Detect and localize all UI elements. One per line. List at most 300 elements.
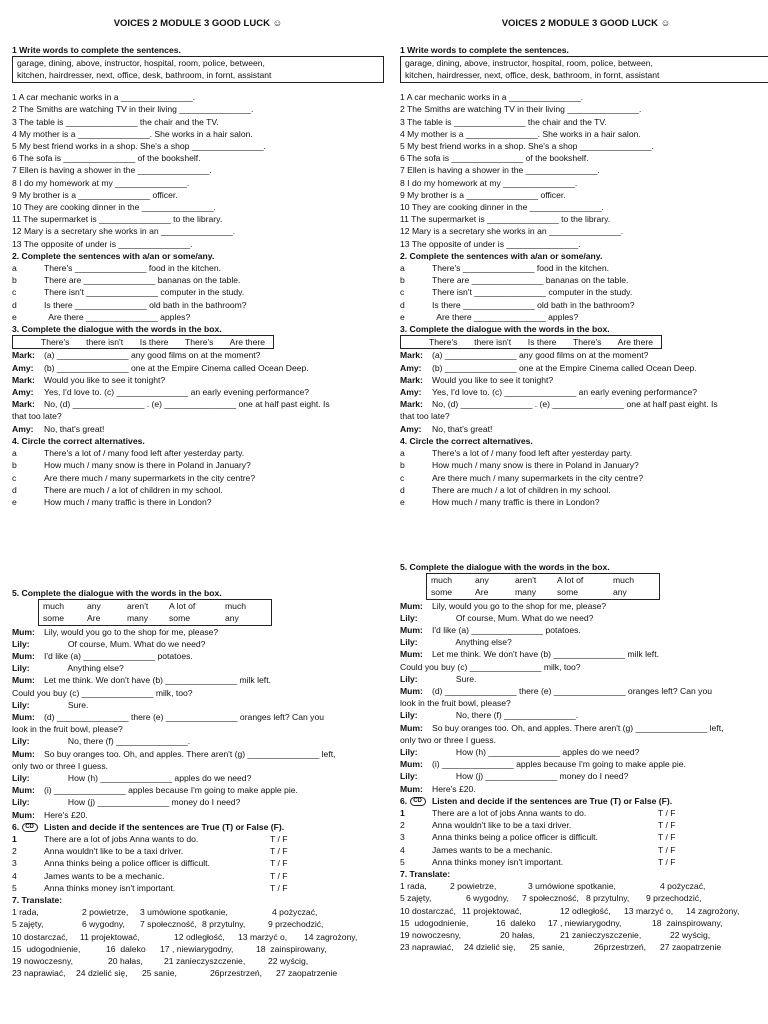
- line-text: (i) _______________ apples because I'm going to make apple pie.: [432, 759, 686, 770]
- page-title: VOICES 2 MODULE 3 GOOD LUCK ☺: [113, 18, 283, 29]
- line-text: No, that's great!: [432, 423, 493, 434]
- ex7-heading: 7. Translate:: [12, 895, 63, 906]
- ex2-item: [400, 311, 768, 323]
- item-key: b: [12, 275, 17, 286]
- ex4-item: [12, 447, 384, 459]
- line-text: Yes, I'd love to. (c) _______________ an early evening performance?: [432, 387, 698, 398]
- line-text: (d) _______________ there (e) _______________ oranges left? Can you: [432, 686, 712, 697]
- line-text: Let me think. We don't have (b) _______________ milk left.: [44, 675, 271, 686]
- item-text: There are a lot of jobs Anna wants to do.: [44, 834, 199, 845]
- true-false-choice: T / F: [270, 870, 288, 881]
- ex3-heading: 3. Complete the dialogue with the words in the box.: [400, 324, 610, 335]
- translate-word: 26przestrzeń,: [210, 968, 263, 979]
- translate-word: 2 powietrze,: [82, 907, 129, 918]
- ex6-item: [400, 856, 768, 868]
- speaker: Lily:: [400, 673, 418, 684]
- ex5-heading: 5. Complete the dialogue with the words in the box.: [12, 588, 222, 598]
- ex2-heading: 2. Complete the sentences with a/an or some/any.: [12, 250, 215, 261]
- ex1-item: 6 The sofa is _______________ of the bookshelf.: [12, 153, 201, 164]
- ex4-item: [400, 447, 768, 459]
- dialogue-line: [400, 685, 768, 697]
- ex1-item: 5 My best friend works in a shop. She's a shop _______________.: [400, 141, 654, 152]
- line-text: Lily, would you go to the shop for me, please?: [44, 626, 219, 637]
- ex6-heading: Listen and decide if the sentences are True (T) or False (F).: [431, 795, 673, 806]
- line-text: How (j) _______________ money do I need?: [44, 797, 241, 808]
- dialogue-line: [400, 648, 768, 660]
- dialogue-line: [12, 398, 384, 410]
- speaker: Mark:: [400, 399, 423, 410]
- box-word: A lot of: [557, 575, 584, 586]
- translate-row: [400, 880, 768, 892]
- translate-row: [12, 943, 384, 955]
- item-key: 2: [400, 820, 405, 831]
- item-text: There are a lot of jobs Anna wants to do.: [432, 808, 587, 819]
- line-text: (b) _______________ one at the Empire Cinema called Ocean Deep.: [432, 362, 697, 373]
- dialogue-line: [12, 711, 384, 723]
- item-text: There isn't _______________ computer in the study.: [44, 287, 245, 298]
- translate-word: 17 , niewiarygodny,: [160, 943, 234, 954]
- dialogue-line: [400, 374, 768, 386]
- dialogue-line: [400, 758, 768, 770]
- item-key: 4: [12, 870, 17, 881]
- line-text: No, there (f) _______________.: [432, 710, 579, 721]
- line-text: Anything else?: [44, 663, 124, 674]
- item-key: 1: [12, 834, 17, 845]
- ex1-heading: 1 Write words to complete the sentences.: [400, 45, 569, 55]
- translate-row: [400, 917, 768, 929]
- translate-word: 11 projektować,: [80, 931, 140, 942]
- translate-word: 9 przechodzić,: [268, 919, 324, 930]
- true-false-choice: T / F: [270, 846, 288, 857]
- word-box-line: kitchen, hairdresser, next, office, desk, bathroom, in fornt, assistant: [17, 69, 272, 80]
- cd-label: CD: [413, 798, 422, 805]
- speaker: Mark:: [12, 399, 35, 410]
- ex6-heading-row: [400, 795, 768, 807]
- translate-word: 22 wyścig,: [268, 956, 309, 967]
- item-text: There's a lot of / many food left after yesterday party.: [44, 448, 245, 459]
- speaker: Lily:: [400, 612, 418, 623]
- line-text: Sure.: [432, 673, 477, 684]
- item-text: Anna thinks money isn't important.: [432, 856, 564, 867]
- translate-word: 15 udogodnienie,: [12, 943, 81, 954]
- line-text: Here's £20.: [44, 809, 88, 820]
- ex7-heading: 7. Translate:: [400, 869, 451, 880]
- line-text: (b) _______________ one at the Empire Cinema called Ocean Deep.: [44, 362, 309, 373]
- cd-icon: [410, 797, 426, 806]
- line-text: Sure.: [44, 699, 89, 710]
- ex2-item: [12, 299, 384, 311]
- line-text: (a) _______________ any good films on at the moment?: [432, 350, 649, 361]
- item-key: b: [400, 275, 405, 286]
- item-text: James wants to be a mechanic.: [44, 870, 165, 881]
- box-word: A lot of: [169, 601, 196, 612]
- translate-row: [12, 931, 384, 943]
- dialogue-line: [400, 746, 768, 758]
- ex6-item: [400, 831, 768, 843]
- dialogue-line: [12, 809, 384, 821]
- dialogue-line: [400, 709, 768, 721]
- ex1-item: 3 The table is _______________ the chair and the TV.: [12, 116, 219, 127]
- item-text: There are much / a lot of children in my school.: [44, 484, 223, 495]
- box-word: any: [87, 601, 101, 612]
- speaker: Lily:: [400, 747, 418, 758]
- speaker: Mum:: [12, 712, 35, 723]
- ex1-item: 8 I do my homework at my _______________.: [400, 177, 578, 188]
- translate-word: 1 rada,: [400, 881, 427, 892]
- translate-word: 24 dzielić się,: [464, 942, 516, 953]
- line-text: No, that's great!: [44, 423, 105, 434]
- box-word: much: [431, 575, 453, 586]
- ex5-word-box: [426, 573, 660, 599]
- translate-word: 6 wygodny,: [82, 919, 125, 930]
- dialogue-line: [12, 674, 384, 686]
- right-worksheet: [400, 0, 768, 953]
- item-key: e: [400, 311, 405, 322]
- item-key: d: [400, 484, 405, 495]
- line-text: So buy oranges too. Oh, and apples. There aren't (g) _______________ left,: [432, 722, 724, 733]
- word-box-line: garage, dining, above, instructor, hospital, room, police, between,: [405, 58, 653, 69]
- translate-word: 27 zaopatrzenie: [660, 942, 722, 953]
- ex1-item: 7 Ellen is having a shower in the _______________.: [12, 165, 212, 176]
- dialogue-line: [12, 626, 384, 638]
- ex1-item: 13 The opposite of under is _______________.: [400, 238, 581, 249]
- box-word: many: [515, 587, 537, 598]
- line-text: Yes, I'd love to. (c) _______________ an early evening performance?: [44, 387, 310, 398]
- speaker: Lily:: [12, 773, 30, 784]
- ex4-item: [400, 472, 768, 484]
- item-key: e: [400, 496, 405, 507]
- dialogue-line: [12, 362, 384, 374]
- translate-row: [400, 892, 768, 904]
- speaker: Mum:: [400, 600, 423, 611]
- item-text: James wants to be a mechanic.: [432, 844, 553, 855]
- translate-row: [12, 967, 384, 979]
- box-word: much: [43, 601, 65, 612]
- true-false-choice: T / F: [658, 832, 676, 843]
- ex6-item: [400, 844, 768, 856]
- right-lower-section: [400, 561, 768, 954]
- cd-label: CD: [25, 824, 34, 831]
- dialogue-line: [400, 783, 768, 795]
- translate-row: [400, 941, 768, 953]
- translate-word: 14 zagrożony,: [304, 931, 358, 942]
- item-key: e: [12, 311, 17, 322]
- translate-word: 18 zainspirowany,: [652, 917, 723, 928]
- translate-word: 24 dzielić się,: [76, 968, 128, 979]
- translate-word: 20 hałas,: [500, 930, 535, 941]
- speaker: Mum:: [12, 748, 35, 759]
- item-key: 3: [12, 858, 17, 869]
- ex1-item: 9 My brother is a _______________ officer.: [400, 189, 566, 200]
- line-text: Here's £20.: [432, 783, 476, 794]
- ex1-item: 10 They are cooking dinner in the _______________.: [12, 202, 216, 213]
- line-text: Anything else?: [432, 637, 512, 648]
- left-lower-section: [12, 587, 384, 980]
- line-text: Lily, would you go to the shop for me, please?: [432, 600, 607, 611]
- line-text: (d) _______________ there (e) _______________ oranges left? Can you: [44, 712, 324, 723]
- dialogue-continuation: look in the fruit bowl, please?: [400, 698, 511, 709]
- ex1-item: 11 The supermarket is _______________ to the library.: [12, 214, 223, 225]
- item-text: Anna wouldn't like to be a taxi driver.: [432, 820, 572, 831]
- speaker: Mum:: [400, 759, 423, 770]
- item-key: a: [12, 263, 17, 274]
- line-text: How (h) _______________ apples do we need?: [432, 747, 640, 758]
- dialogue-line: [12, 374, 384, 386]
- ex6-item: [12, 845, 384, 857]
- ex4-item: [400, 496, 768, 508]
- true-false-choice: T / F: [658, 808, 676, 819]
- line-text: Let me think. We don't have (b) _______________ milk left.: [432, 649, 659, 660]
- ex3-word-box: There's there isn't Is there There's Are there: [12, 335, 274, 349]
- dialogue-line: [12, 349, 384, 361]
- ex2-item: [400, 286, 768, 298]
- item-key: e: [12, 496, 17, 507]
- item-text: There's _______________ food in the kitchen.: [44, 263, 221, 274]
- dialogue-line: [400, 722, 768, 734]
- ex6-item: [12, 833, 384, 845]
- translate-word: 19 nowoczesny,: [400, 930, 461, 941]
- translate-word: 2 powietrze,: [450, 881, 497, 892]
- item-key: d: [12, 484, 17, 495]
- ex1-item: 5 My best friend works in a shop. She's a shop _______________.: [12, 141, 266, 152]
- item-text: Anna wouldn't like to be a taxi driver.: [44, 846, 184, 857]
- ex4-item: [400, 484, 768, 496]
- ex4-item: [12, 496, 384, 508]
- true-false-choice: T / F: [658, 856, 676, 867]
- box-word: some: [169, 613, 191, 624]
- dialogue-continuation: that too late?: [12, 411, 62, 422]
- ex6-heading-row: [12, 821, 384, 833]
- speaker: Lily:: [12, 797, 30, 808]
- translate-word: 12 odległość,: [560, 905, 611, 916]
- item-key: c: [400, 287, 405, 298]
- ex6-item: [12, 857, 384, 869]
- dialogue-continuation: look in the fruit bowl, please?: [12, 724, 123, 735]
- speaker: Mark:: [12, 350, 35, 361]
- ex1-item: 12 Mary is a secretary she works in an _______________.: [400, 226, 624, 237]
- speaker: Amy:: [12, 387, 34, 398]
- ex2-item: [12, 286, 384, 298]
- item-text: Are there _______________ apples?: [44, 311, 191, 322]
- item-text: How much / many snow is there in Poland in January?: [432, 460, 639, 471]
- ex5-word-box: [38, 599, 272, 625]
- line-text: No, (d) _______________ . (e) _______________ one at half past eight. Is: [44, 399, 330, 410]
- dialogue-continuation: that too late?: [400, 411, 450, 422]
- speaker: Mum:: [12, 675, 35, 686]
- translate-word: 7 społeczność,: [522, 893, 579, 904]
- ex2-item: [400, 274, 768, 286]
- item-key: d: [400, 299, 405, 310]
- dialogue-continuation: only two or three I guess.: [12, 760, 109, 771]
- translate-word: 25 sanie,: [530, 942, 565, 953]
- dialogue-continuation: Could you buy (c) _______________ milk, too?: [400, 661, 581, 672]
- line-text: (a) _______________ any good films on at the moment?: [44, 350, 261, 361]
- box-word: some: [431, 587, 453, 598]
- line-text: No, there (f) _______________.: [44, 736, 191, 747]
- word-box-line: kitchen, hairdresser, next, office, desk, bathroom, in fornt, assistant: [405, 69, 660, 80]
- ex2-item: [12, 311, 384, 323]
- ex1-item: 4 My mother is a _______________. She works in a hair salon.: [400, 128, 641, 139]
- dialogue-continuation: Could you buy (c) _______________ milk, too?: [12, 687, 193, 698]
- speaker: Mum:: [12, 809, 35, 820]
- item-text: Anna thinks being a police officer is difficult.: [44, 858, 210, 869]
- dialogue-line: [12, 386, 384, 398]
- box-word: Are: [475, 587, 489, 598]
- translate-word: 4 pożyczać,: [272, 907, 318, 918]
- item-key: 1: [400, 808, 405, 819]
- speaker: Mum:: [400, 783, 423, 794]
- ex1-item: 2 The Smiths are watching TV in their living _______________.: [400, 104, 642, 115]
- item-text: Anna thinks money isn't important.: [44, 882, 176, 893]
- ex1-item: 1 A car mechanic works in a _______________.: [12, 92, 195, 103]
- translate-word: 3 umówione spotkanie,: [140, 907, 228, 918]
- ex3-word-box: There's there isn't Is there There's Are there: [400, 335, 662, 349]
- box-word: much: [225, 601, 247, 612]
- ex4-item: [400, 459, 768, 471]
- speaker: Lily:: [400, 710, 418, 721]
- ex1-item: 11 The supermarket is _______________ to the library.: [400, 214, 611, 225]
- box-word: much: [613, 575, 635, 586]
- item-key: 4: [400, 844, 405, 855]
- ex1-item: 1 A car mechanic works in a _______________.: [400, 92, 583, 103]
- box-word: any: [613, 587, 627, 598]
- page-title: VOICES 2 MODULE 3 GOOD LUCK ☺: [501, 18, 671, 29]
- box-word: aren't: [515, 575, 537, 586]
- ex2-item: [400, 262, 768, 274]
- translate-word: 5 zajęty,: [12, 919, 44, 930]
- ex6-number: 6.: [400, 795, 408, 806]
- translate-row: [400, 905, 768, 917]
- speaker: Mum:: [400, 722, 423, 733]
- translate-word: 27 zaopatrzenie: [276, 968, 338, 979]
- translate-word: 14 zagrożony,: [686, 905, 740, 916]
- item-key: a: [400, 263, 405, 274]
- translate-word: 13 marzyć o,: [624, 905, 674, 916]
- speaker: Lily:: [12, 736, 30, 747]
- ex1-item: 12 Mary is a secretary she works in an _______________.: [12, 226, 236, 237]
- item-key: a: [400, 448, 405, 459]
- speaker: Amy:: [400, 362, 422, 373]
- dialogue-line: [12, 650, 384, 662]
- speaker: Mark:: [12, 374, 35, 385]
- line-text: I'd like (a) _______________ potatoes.: [432, 625, 581, 636]
- speaker: Mum:: [400, 686, 423, 697]
- dialogue-line: [12, 796, 384, 808]
- speaker: Mark:: [400, 374, 423, 385]
- left-worksheet: [12, 0, 384, 979]
- ex4-item: [12, 472, 384, 484]
- dialogue-line: [400, 386, 768, 398]
- ex6-heading: Listen and decide if the sentences are True (T) or False (F).: [43, 821, 285, 832]
- ex1-item: 6 The sofa is _______________ of the bookshelf.: [400, 153, 589, 164]
- ex1-word-box: [12, 56, 384, 83]
- ex4-item: [12, 459, 384, 471]
- ex2-item: [12, 262, 384, 274]
- translate-word: 15 udogodnienie,: [400, 917, 469, 928]
- true-false-choice: T / F: [270, 882, 288, 893]
- item-text: There are much / a lot of children in my school.: [432, 484, 611, 495]
- translate-word: 11 projektować,: [462, 905, 522, 916]
- line-text: (i) _______________ apples because I'm going to make apple pie.: [44, 785, 298, 796]
- translate-word: 1 rada,: [12, 907, 39, 918]
- dialogue-line: [400, 636, 768, 648]
- translate-word: 13 marzyć o,: [238, 931, 288, 942]
- item-text: There's _______________ food in the kitchen.: [432, 263, 609, 274]
- speaker: Lily:: [12, 663, 30, 674]
- ex1-item: 9 My brother is a _______________ officer.: [12, 189, 178, 200]
- translate-word: 7 społeczność,: [140, 919, 197, 930]
- speaker: Lily:: [400, 771, 418, 782]
- item-key: 5: [12, 882, 17, 893]
- dialogue-line: [12, 748, 384, 760]
- ex1-items: [12, 91, 384, 250]
- item-text: Is there _______________ old bath in the bathroom?: [432, 299, 635, 310]
- ex1-item: 7 Ellen is having a shower in the _______________.: [400, 165, 600, 176]
- line-text: I'd like (a) _______________ potatoes.: [44, 651, 193, 662]
- translate-word: 26przestrzeń,: [594, 942, 647, 953]
- item-text: There are _______________ bananas on the table.: [44, 275, 241, 286]
- ex1-word-box: [400, 56, 768, 83]
- dialogue-continuation: only two or three I guess.: [400, 734, 497, 745]
- item-key: b: [12, 460, 17, 471]
- box-word: some: [43, 613, 65, 624]
- item-text: How much / many snow is there in Poland in January?: [44, 460, 251, 471]
- translate-word: 21 zanieczyszczenie,: [164, 956, 246, 967]
- item-text: How much / many traffic is there in London?: [44, 496, 212, 507]
- dialogue-line: [12, 784, 384, 796]
- ex4-item: [12, 484, 384, 496]
- translate-word: 8 przytulny,: [202, 919, 246, 930]
- translate-word: 21 zanieczyszczenie,: [560, 930, 642, 941]
- translate-word: 8 przytulny,: [586, 893, 630, 904]
- speaker: Mum:: [12, 785, 35, 796]
- item-text: Anna thinks being a police officer is difficult.: [432, 832, 598, 843]
- item-text: Is there _______________ old bath in the bathroom?: [44, 299, 247, 310]
- ex1-item: 2 The Smiths are watching TV in their living _______________.: [12, 104, 254, 115]
- translate-word: 22 wyścig,: [670, 930, 711, 941]
- item-text: There are _______________ bananas on the table.: [432, 275, 629, 286]
- translate-row: [12, 906, 384, 918]
- dialogue-line: [12, 662, 384, 674]
- item-text: Are there _______________ apples?: [432, 311, 579, 322]
- item-key: 3: [400, 832, 405, 843]
- speaker: Lily:: [12, 638, 30, 649]
- line-text: No, (d) _______________ . (e) _______________ one at half past eight. Is: [432, 399, 718, 410]
- speaker: Mum:: [12, 626, 35, 637]
- dialogue-line: [12, 638, 384, 650]
- item-key: d: [12, 299, 17, 310]
- item-key: a: [12, 448, 17, 459]
- speaker: Amy:: [12, 362, 34, 373]
- dialogue-line: [400, 362, 768, 374]
- line-text: Of course, Mum. What do we need?: [44, 638, 206, 649]
- ex2-heading: 2. Complete the sentences with a/an or some/any.: [400, 250, 603, 261]
- item-key: c: [12, 287, 17, 298]
- dialogue-line: [400, 398, 768, 410]
- ex1-item: 13 The opposite of under is _______________.: [12, 238, 193, 249]
- translate-word: 5 zajęty,: [400, 893, 432, 904]
- ex2-item: [12, 274, 384, 286]
- dialogue-line: [400, 624, 768, 636]
- ex1-item: 8 I do my homework at my _______________.: [12, 177, 190, 188]
- translate-word: 20 hałas,: [108, 956, 143, 967]
- speaker: Mum:: [400, 649, 423, 660]
- item-text: Are there much / many supermarkets in the city centre?: [432, 472, 644, 483]
- dialogue-line: [400, 423, 768, 435]
- translate-word: 6 wygodny,: [466, 893, 509, 904]
- line-text: Would you like to see it tonight?: [44, 374, 166, 385]
- dialogue-line: [400, 349, 768, 361]
